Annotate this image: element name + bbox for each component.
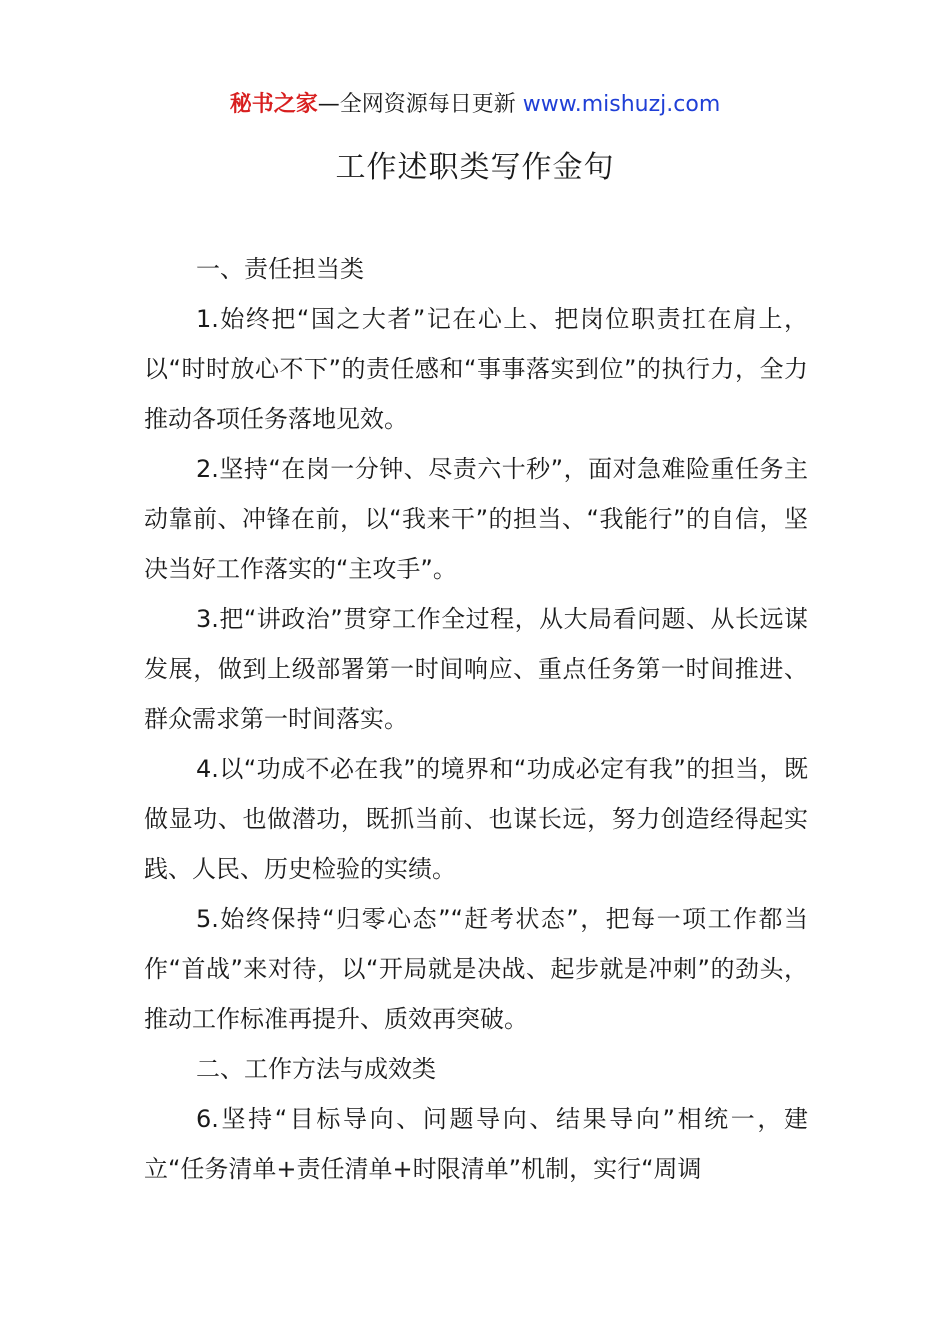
- header-tagline: —全网资源每日更新: [317, 92, 516, 117]
- paragraph: 2.坚持“在岗一分钟、尽责六十秒”，面对急难险重任务主动靠前、冲锋在前，以“我来干”的担当、“我能行”的自信，坚决当好工作落实的“主攻手”。: [144, 455, 808, 583]
- brand-name: 秘书之家: [229, 92, 318, 117]
- site-header: [0, 88, 950, 122]
- paragraph: 4.以“功成不必在我”的境界和“功成必定有我”的担当，既做显功、也做潜功，既抓当前、也谋长远，努力创造经得起实践、人民、历史检验的实绩。: [144, 755, 808, 883]
- section-heading: 一、责任担当类: [196, 255, 364, 283]
- paragraph: 3.把“讲政治”贯穿工作全过程，从大局看问题、从长远谋发展，做到上级部署第一时间响应、重点任务第一时间推进、群众需求第一时间落实。: [144, 605, 808, 733]
- paragraph: 1.始终把“国之大者”记在心上、把岗位职责扛在肩上，以“时时放心不下”的责任感和“事事落实到位”的执行力，全力推动各项任务落地见效。: [144, 305, 808, 433]
- section-heading: 二、工作方法与成效类: [196, 1055, 436, 1083]
- site-url-link[interactable]: www.mishuzj.com: [522, 92, 721, 117]
- document-title: 工作述职类写作金句: [335, 150, 615, 185]
- paragraph: 5.始终保持“归零心态”“赶考状态”，把每一项工作都当作“首战”来对待，以“开局就是决战、起步就是冲刺”的劲头，推动工作标准再提升、质效再突破。: [144, 905, 808, 1033]
- paragraph: 6.坚持“目标导向、问题导向、结果导向”相统一，建立“任务清单+责任清单+时限清单”机制，实行“周调: [144, 1105, 808, 1183]
- document-body: [144, 244, 808, 1194]
